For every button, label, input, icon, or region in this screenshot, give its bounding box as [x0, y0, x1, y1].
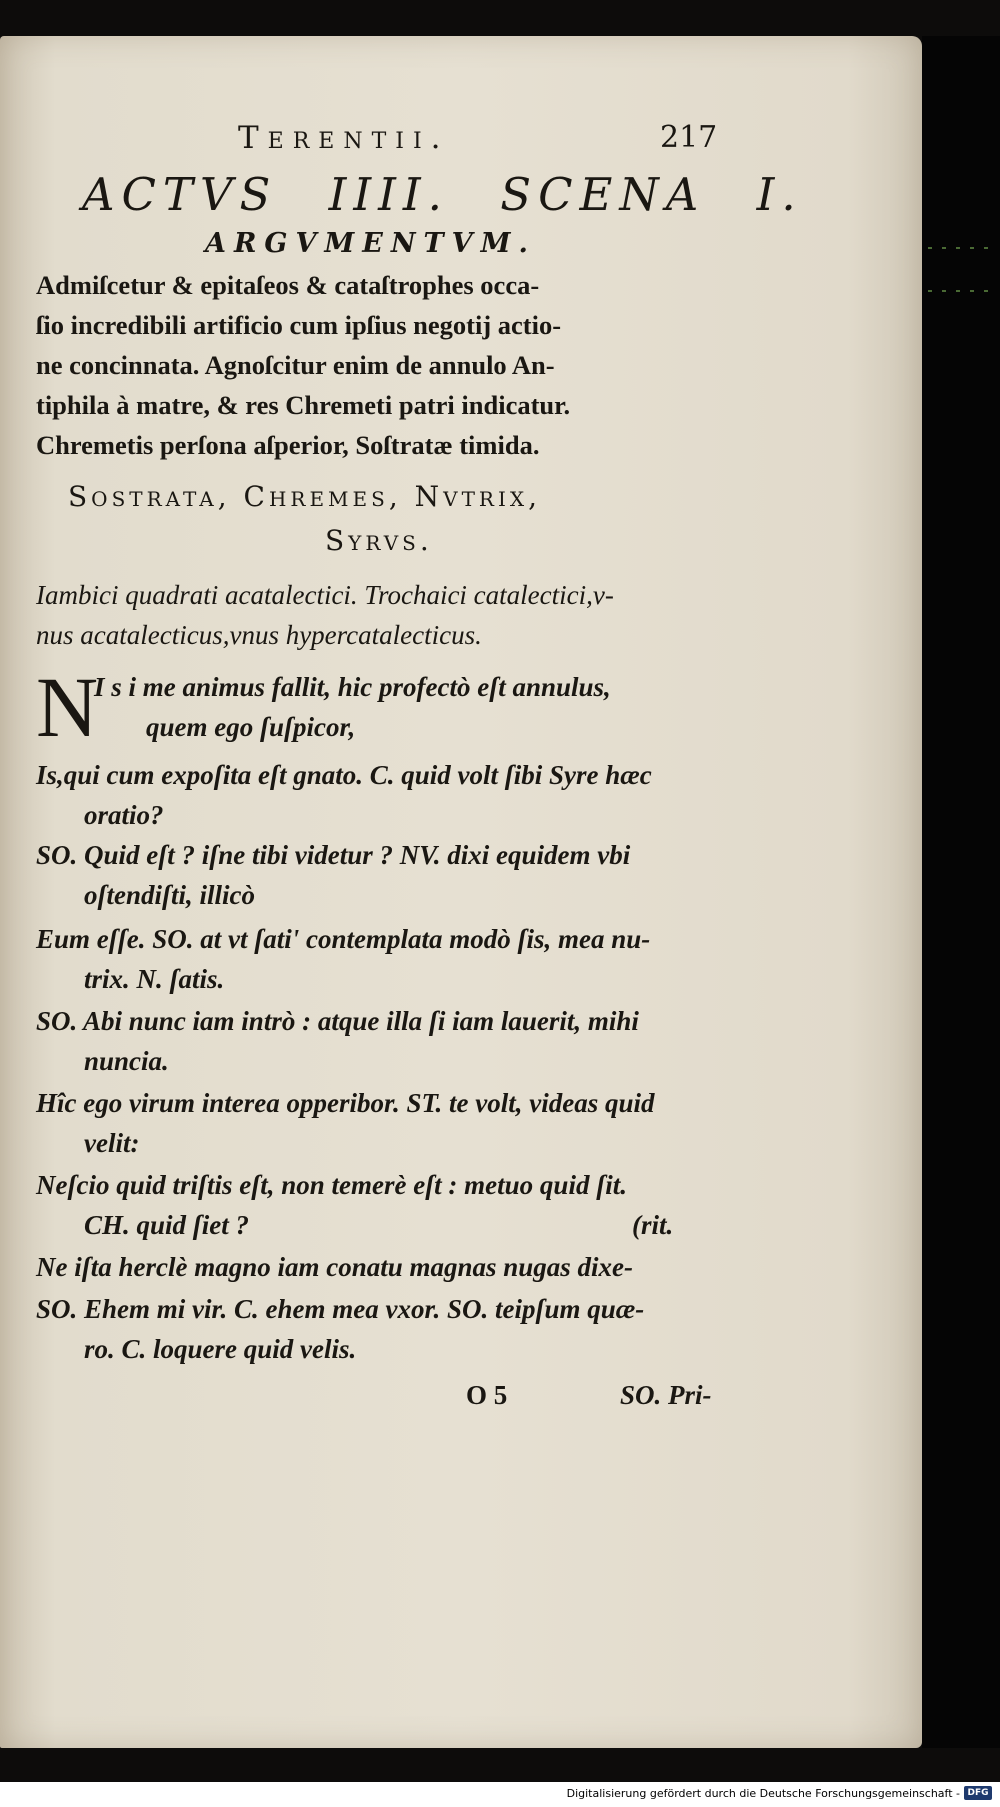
verse-line: Is,qui cum expoſita eſt gnato. C. quid volt ſibi Syre hæc [36, 760, 652, 790]
verse-line: Eum eſſe. SO. at vt ſati' contemplata modò ſis, mea nu- [36, 924, 651, 954]
meter-line: Iambici quadrati acatalectici. Trochaici catalectici,v- [36, 580, 614, 610]
verse-line: CH. quid ſiet ? [84, 1210, 250, 1240]
dfg-logo: DFG [964, 1786, 992, 1800]
verse-line: oſtendiſti, illicò [84, 880, 255, 910]
persons-line-1: Sostrata, Chremes, Nvtrix, [68, 480, 542, 513]
page-number: 217 [660, 120, 718, 155]
verse-line: Ne iſta herclè magno iam conatu magnas nugas dixe- [36, 1252, 634, 1282]
verse-line: I s i me animus fallit, hic profectò eſt annulus, [94, 672, 611, 702]
scan-background [922, 36, 1000, 1748]
argument-line: tiphila à matre, & res Chremeti patri indicatur. [36, 390, 571, 420]
argument-line: ſio incredibili artificio cum ipſius negotij actio- [36, 310, 562, 340]
argument-line: ne concinnata. Agnoſcitur enim de annulo An- [36, 350, 555, 380]
argument-line: Admiſcetur & epitaſeos & cataſtrophes occa- [36, 270, 540, 300]
verse-line: SO. Ehem mi vir. C. ehem mea vxor. SO. teipſum quæ- [36, 1294, 645, 1324]
verse-line: oratio? [84, 800, 164, 830]
argument-title: ARGVMENTVM. [205, 228, 536, 259]
verse-line: quem ego ſuſpicor, [146, 712, 356, 742]
drop-capital: N [36, 659, 99, 755]
act-scene-heading: ACTVS IIII. SCENA I. [82, 168, 803, 221]
edge-marker [928, 247, 994, 249]
verse-line: nuncia. [84, 1046, 169, 1076]
argument-line: Chremetis perſona aſperior, Soſtratæ timida. [36, 430, 540, 460]
signature-mark: O 5 [466, 1380, 508, 1410]
verse-turnover: (rit. [632, 1210, 674, 1240]
verse-line: trix. N. ſatis. [84, 964, 225, 994]
verse-line: Neſcio quid triſtis eſt, non temerè eſt : metuo quid ſit. [36, 1170, 627, 1200]
verse-line: velit: [84, 1128, 140, 1158]
verse-line: Hîc ego virum interea opperibor. ST. te volt, videas quid [36, 1088, 655, 1118]
verse-line: ro. C. loquere quid velis. [84, 1334, 357, 1364]
running-title: Terentii. [238, 120, 450, 156]
verse-line: SO. Quid eſt ? iſne tibi videtur ? NV. dixi equidem vbi [36, 840, 631, 870]
verse-line: SO. Abi nunc iam intrò : atque illa ſi iam lauerit, mihi [36, 1006, 639, 1036]
persons-line-2: Syrvs. [325, 524, 433, 557]
digitization-credit: Digitalisierung gefördert durch die Deutsche Forschungsgemeinschaft - [566, 1787, 960, 1800]
catchword: SO. Pri- [620, 1380, 712, 1410]
edge-marker [928, 290, 994, 292]
meter-line: nus acatalecticus,vnus hypercatalecticus. [36, 620, 482, 650]
